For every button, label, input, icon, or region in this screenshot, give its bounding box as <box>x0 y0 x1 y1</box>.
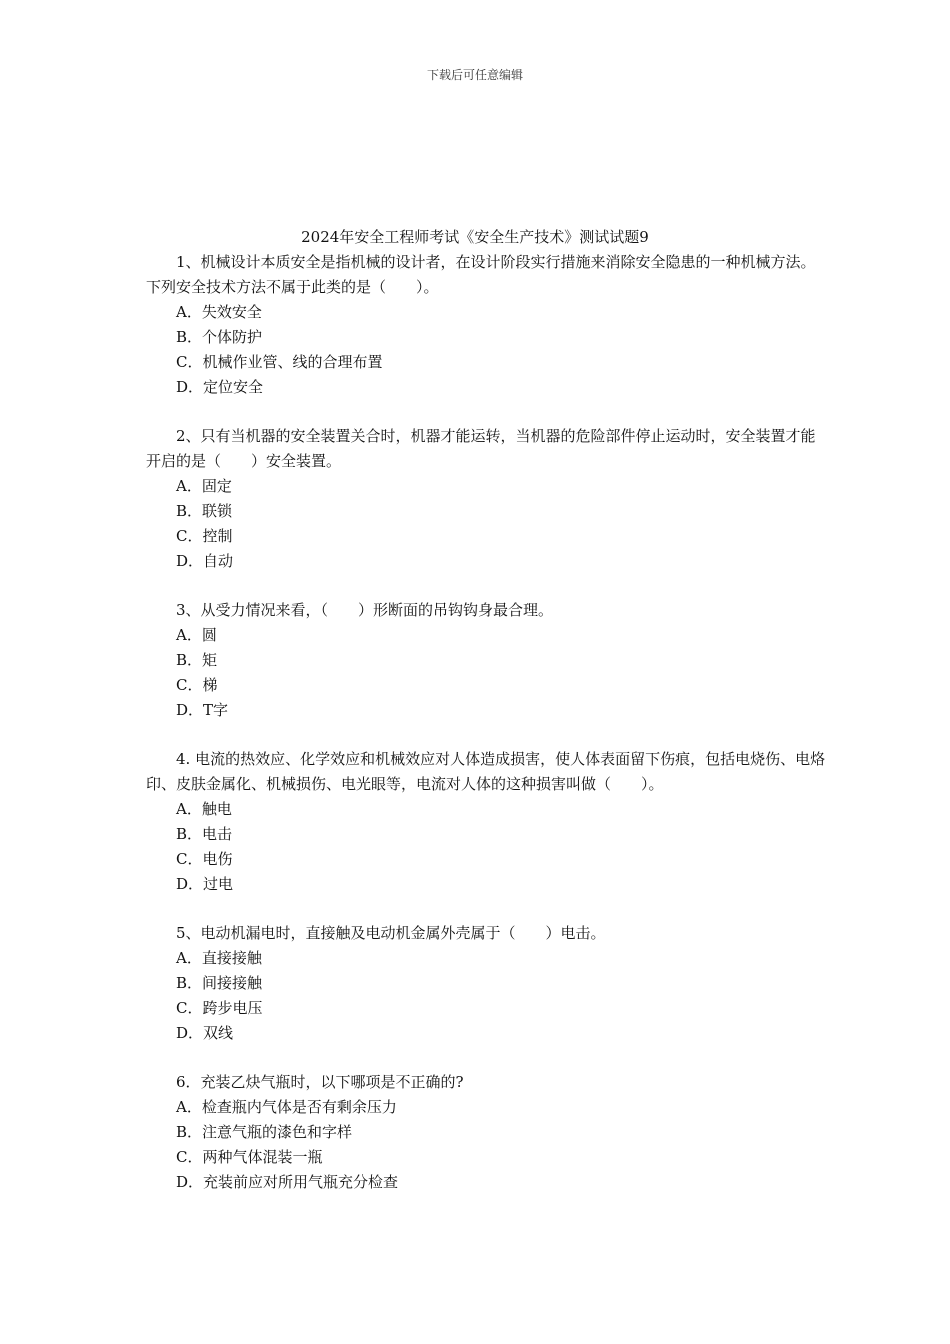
option-c: C．机械作业管、线的合理布置 <box>176 353 383 371</box>
option-d: D．过电 <box>176 875 234 893</box>
question-list <box>146 250 826 1219</box>
question-stem: 5、电动机漏电时，直接触及电动机金属外壳属于（ ）电击。 <box>176 924 606 942</box>
option-c: C．梯 <box>176 676 218 694</box>
option-d: D．双线 <box>176 1024 234 1042</box>
question-6 <box>146 1070 826 1195</box>
question-1 <box>146 250 826 400</box>
option-b: B．注意气瓶的漆色和字样 <box>176 1123 353 1141</box>
option-c: C．跨步电压 <box>176 999 263 1017</box>
question-stem: 1、机械设计本质安全是指机械的设计者，在设计阶段实行措施来消除安全隐患的一种机械方法。下列安全技术方法不属于此类的是（ ）。 <box>146 253 816 296</box>
question-stem: 3、从受力情况来看，（ ）形断面的吊钩钩身最合理。 <box>176 601 554 619</box>
option-b: B．联锁 <box>176 502 233 520</box>
option-b: B．电击 <box>176 825 233 843</box>
option-a: A．失效安全 <box>176 303 262 321</box>
question-4 <box>146 747 826 897</box>
option-a: A．触电 <box>176 800 232 818</box>
option-c: C．电伤 <box>176 850 233 868</box>
option-d: D．自动 <box>176 552 234 570</box>
option-c: C．控制 <box>176 527 233 545</box>
option-d: D．充装前应对所用气瓶充分检查 <box>176 1173 399 1191</box>
question-5 <box>146 921 826 1046</box>
option-b: B．间接接触 <box>176 974 263 992</box>
option-c: C．两种气体混装一瓶 <box>176 1148 323 1166</box>
option-a: A．固定 <box>176 477 232 495</box>
question-stem: 4. 电流的热效应、化学效应和机械效应对人体造成损害，使人体表面留下伤痕，包括电烧伤、电烙印、皮肤金属化、机械损伤、电光眼等，电流对人体的这种损害叫做（ ）。 <box>146 750 826 793</box>
option-a: A．圆 <box>176 626 217 644</box>
option-d: D．T字 <box>176 701 229 719</box>
question-stem: 6．充装乙炔气瓶时，以下哪项是不正确的? <box>176 1073 464 1091</box>
document-title: 2024年安全工程师考试《安全生产技术》测试试题9 <box>301 228 649 246</box>
question-2 <box>146 424 826 574</box>
option-a: A．直接接触 <box>176 949 262 967</box>
option-b: B．矩 <box>176 651 218 669</box>
question-stem: 2、只有当机器的安全装置关合时，机器才能运转，当机器的危险部件停止运动时，安全装置才能开启的是（ ）安全装置。 <box>146 427 816 470</box>
question-3 <box>146 598 826 723</box>
option-a: A．检查瓶内气体是否有剩余压力 <box>176 1098 397 1116</box>
option-d: D．定位安全 <box>176 378 264 396</box>
page-header-note: 下载后可任意编辑 <box>426 68 523 82</box>
option-b: B．个体防护 <box>176 328 263 346</box>
